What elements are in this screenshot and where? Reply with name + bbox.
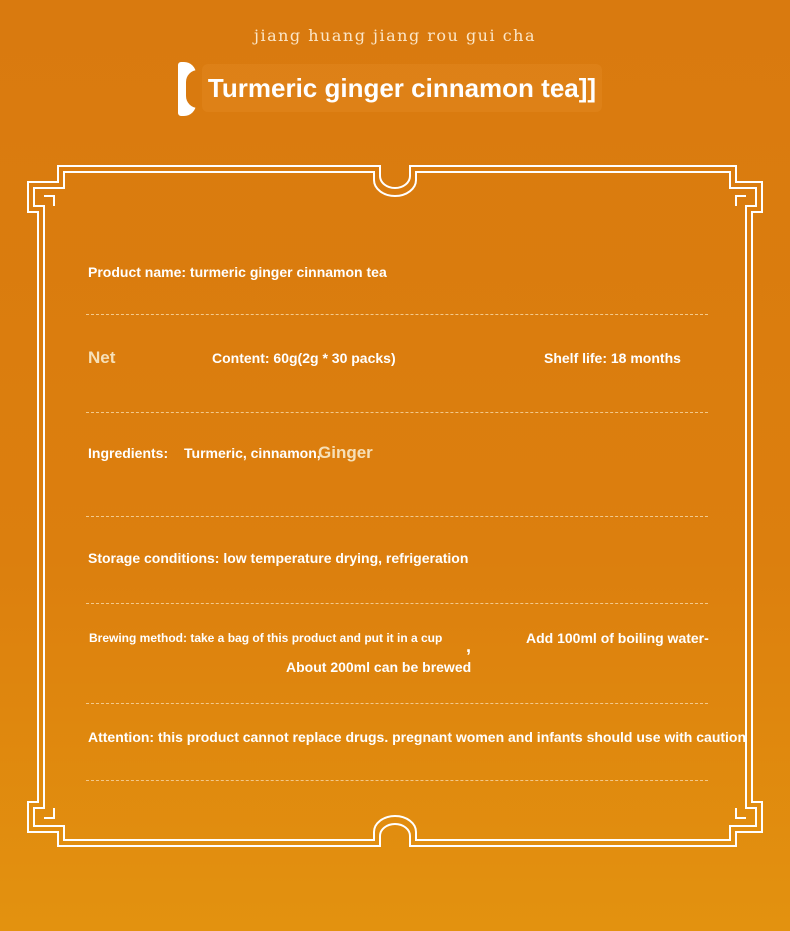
divider <box>86 412 708 413</box>
divider <box>86 703 708 704</box>
pinyin-subtitle: jiang huang jiang rou gui cha <box>253 26 536 45</box>
net-content-text: Content: 60g(2g * 30 packs) <box>212 350 396 366</box>
frame-corner-top-right <box>736 196 746 206</box>
divider <box>86 603 708 604</box>
frame-corner-bottom-left <box>44 808 54 818</box>
divider <box>86 516 708 517</box>
product-name-text: Product name: turmeric ginger cinnamon tea <box>88 264 387 280</box>
frame-corner-top-left <box>44 196 54 206</box>
brewing-text-part1: Brewing method: take a bag of this product and put it in a cup <box>89 631 443 645</box>
ingredients-value: Turmeric, cinnamon, <box>184 445 321 461</box>
divider <box>86 314 708 315</box>
page-title: Turmeric ginger cinnamon tea]] <box>202 64 602 112</box>
brewing-text-part3: About 200ml can be brewed <box>286 659 472 675</box>
storage-text: Storage conditions: low temperature drying, refrigeration <box>88 550 469 566</box>
divider <box>86 780 708 781</box>
attention-text: Attention: this product cannot replace drugs. pregnant women and infants should use with caution <box>88 729 747 745</box>
shelf-life-text: Shelf life: 18 months <box>544 350 681 366</box>
brewing-comma: , <box>466 636 472 656</box>
brewing-text-part2: Add 100ml of boiling water- <box>526 630 709 646</box>
ingredients-label: Ingredients: <box>88 445 169 461</box>
ingredients-extra: Ginger <box>318 443 373 462</box>
net-label: Net <box>88 348 116 367</box>
frame-corner-bottom-right <box>736 808 746 818</box>
